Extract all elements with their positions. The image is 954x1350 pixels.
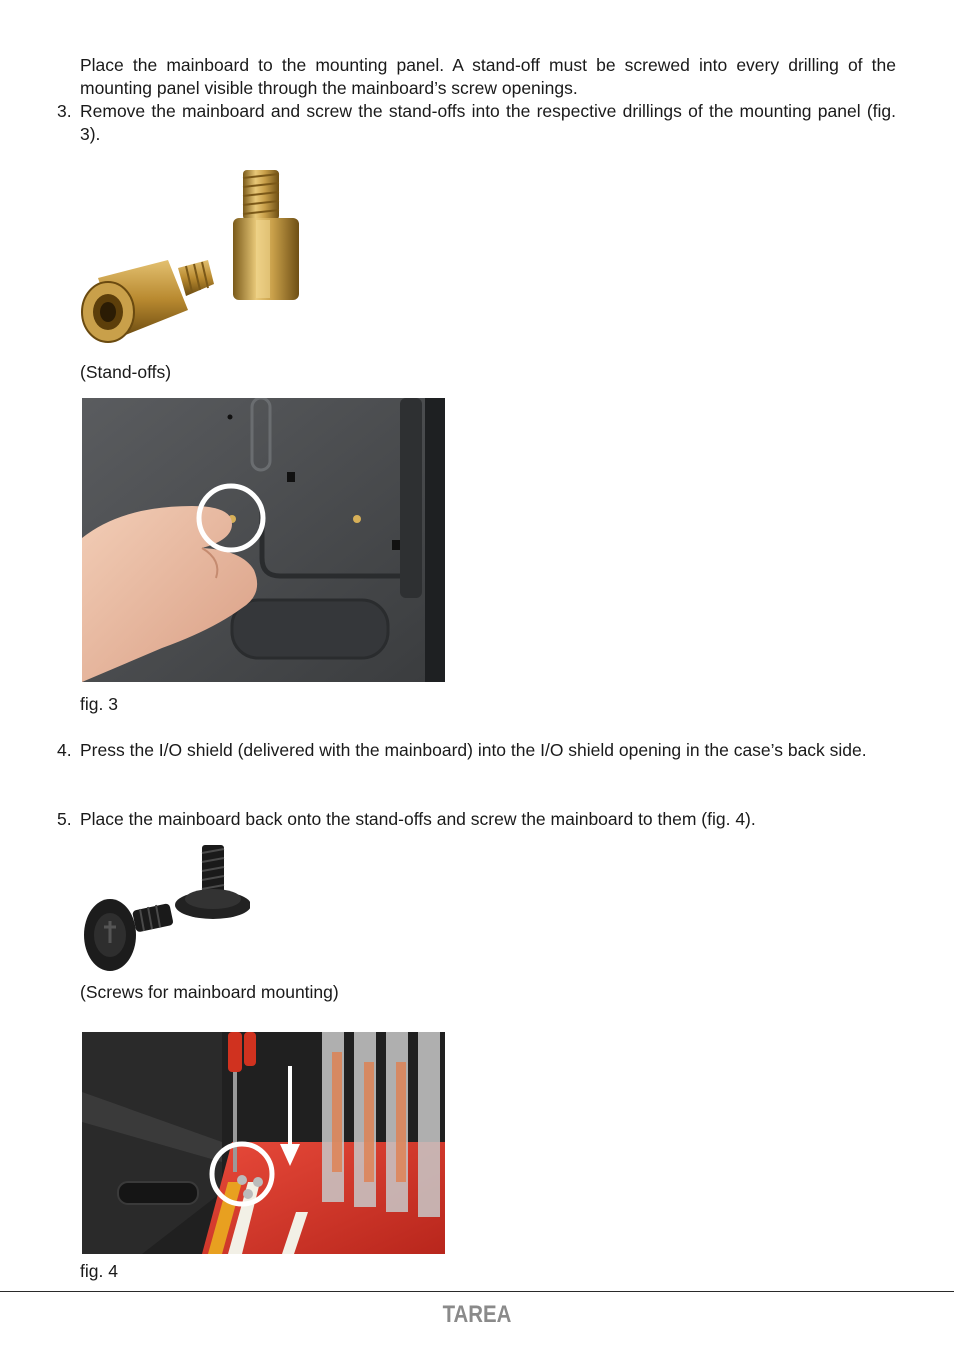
step-5-text: Place the mainboard back onto the stand-offs and screw the mainboard to them (fig. 4).	[80, 809, 756, 829]
step-5-number: 5.	[57, 809, 72, 829]
step-3-text: Remove the mainboard and screw the stand-offs into the respective drillings of the mounting panel (fig. 3).	[80, 101, 896, 144]
step-4-text: Press the I/O shield (delivered with the mainboard) into the I/O shield opening in the case’s back side.	[80, 740, 867, 760]
screws-caption: (Screws for mainboard mounting)	[80, 982, 339, 1002]
step-3-number: 3.	[57, 101, 72, 121]
footer-divider	[0, 1291, 954, 1292]
fig3-caption: fig. 3	[80, 694, 118, 714]
standoffs-caption: (Stand-offs)	[80, 362, 172, 382]
upright-standoff-icon	[233, 170, 299, 300]
fig3-photo	[82, 398, 445, 682]
screws-photo	[80, 843, 250, 975]
standoffs-photo	[80, 160, 305, 355]
lying-standoff-icon	[82, 260, 214, 342]
fig4-caption: fig. 4	[80, 1261, 118, 1281]
upright-screw-icon	[175, 845, 250, 919]
step-4-number: 4.	[57, 740, 72, 760]
fig4-photo	[82, 1032, 445, 1254]
lying-screw-icon	[84, 899, 174, 971]
brand-logo: TAREA	[442, 1301, 512, 1328]
intro-paragraph: Place the mainboard to the mounting panel. A stand-off must be screwed into every drilling of the mounting panel visible through the mainboard’s screw openings.	[80, 55, 896, 98]
